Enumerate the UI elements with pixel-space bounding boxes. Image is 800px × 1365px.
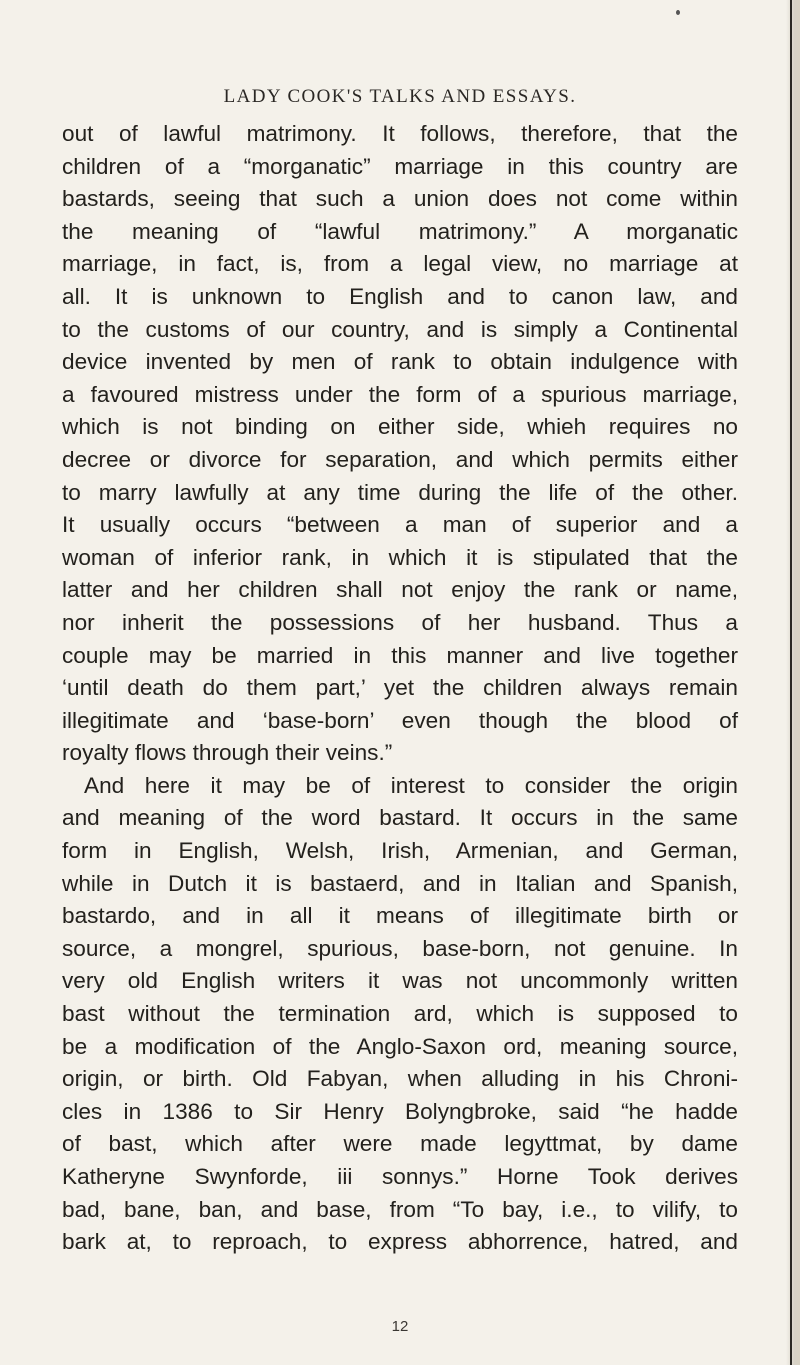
text-line: to marry lawfully at any time during the life of the other.: [62, 479, 738, 505]
text-line: couple may be married in this manner and live together: [62, 642, 738, 668]
text-line: It usually occurs “between a man of superior and a: [62, 512, 738, 538]
text-line: very old English writers it was not uncommonly written: [62, 968, 738, 994]
text-line: marriage, in fact, is, from a legal view, no marriage at: [62, 251, 738, 277]
text-line: all. It is unknown to English and to canon law, and: [62, 283, 738, 309]
text-line: and meaning of the word bastard. It occurs in the same: [62, 805, 738, 831]
text-line: source, a mongrel, spurious, base-born, not genuine. In: [62, 935, 738, 961]
text-line: royalty flows through their veins.”: [62, 740, 393, 766]
text-line: Katheryne Swynforde, iii sonnys.” Horne Took derives: [62, 1164, 738, 1189]
text-line: latter and her children shall not enjoy the rank or name,: [62, 577, 738, 603]
text-line: And here it may be of interest to consider the origin: [84, 772, 738, 798]
page-number: 12: [391, 1318, 409, 1335]
text-line: of bast, which after were made legyttmat, by dame: [62, 1131, 738, 1157]
text-line: to the customs of our country, and is simply a Continental: [62, 316, 738, 342]
text-line: decree or divorce for separation, and which permits either: [62, 446, 738, 472]
text-line: bastards, seeing that such a union does not come within: [62, 186, 738, 212]
text-line: children of a “morganatic” marriage in this country are: [62, 153, 738, 179]
body-text: [62, 118, 738, 1259]
text-line: out of lawful matrimony. It follows, therefore, that the: [62, 121, 738, 146]
text-line: while in Dutch it is bastaerd, and in Italian and Spanish,: [62, 870, 738, 896]
text-line: bast without the termination ard, which is supposed to: [62, 1001, 738, 1027]
text-line: device invented by men of rank to obtain indulgence with: [62, 349, 738, 375]
text-line: which is not binding on either side, whieh requires no: [62, 414, 738, 440]
text-line: woman of inferior rank, in which it is stipulated that the: [62, 544, 738, 570]
text-line: the meaning of “lawful matrimony.” A morganatic: [62, 218, 738, 244]
running-head: LADY COOK'S TALKS AND ESSAYS.: [223, 86, 577, 107]
text-line: bad, bane, ban, and base, from “To bay, i.e., to vilify, to: [62, 1196, 738, 1222]
text-line: be a modification of the Anglo-Saxon ord, meaning source,: [62, 1033, 738, 1059]
text-line: bastardo, and in all it means of illegitimate birth or: [62, 903, 738, 929]
page-edge-shadow: [786, 0, 800, 1365]
text-line: form in English, Welsh, Irish, Armenian, and German,: [62, 838, 738, 864]
text-line: illegitimate and ‘base-born’ even though the blood of: [62, 707, 738, 733]
text-line: a favoured mistress under the form of a spurious marriage,: [62, 381, 738, 407]
text-line: cles in 1386 to Sir Henry Bolyngbroke, said “he hadde: [62, 1098, 738, 1124]
ink-speck: [676, 10, 680, 15]
text-line: ‘until death do them part,’ yet the children always remain: [62, 675, 738, 701]
text-line: nor inherit the possessions of her husband. Thus a: [62, 609, 738, 635]
text-line: origin, or birth. Old Fabyan, when alluding in his Chroni-: [62, 1066, 738, 1092]
text-line: bark at, to reproach, to express abhorrence, hatred, and: [62, 1229, 738, 1255]
page-edge-line: [790, 0, 792, 1365]
